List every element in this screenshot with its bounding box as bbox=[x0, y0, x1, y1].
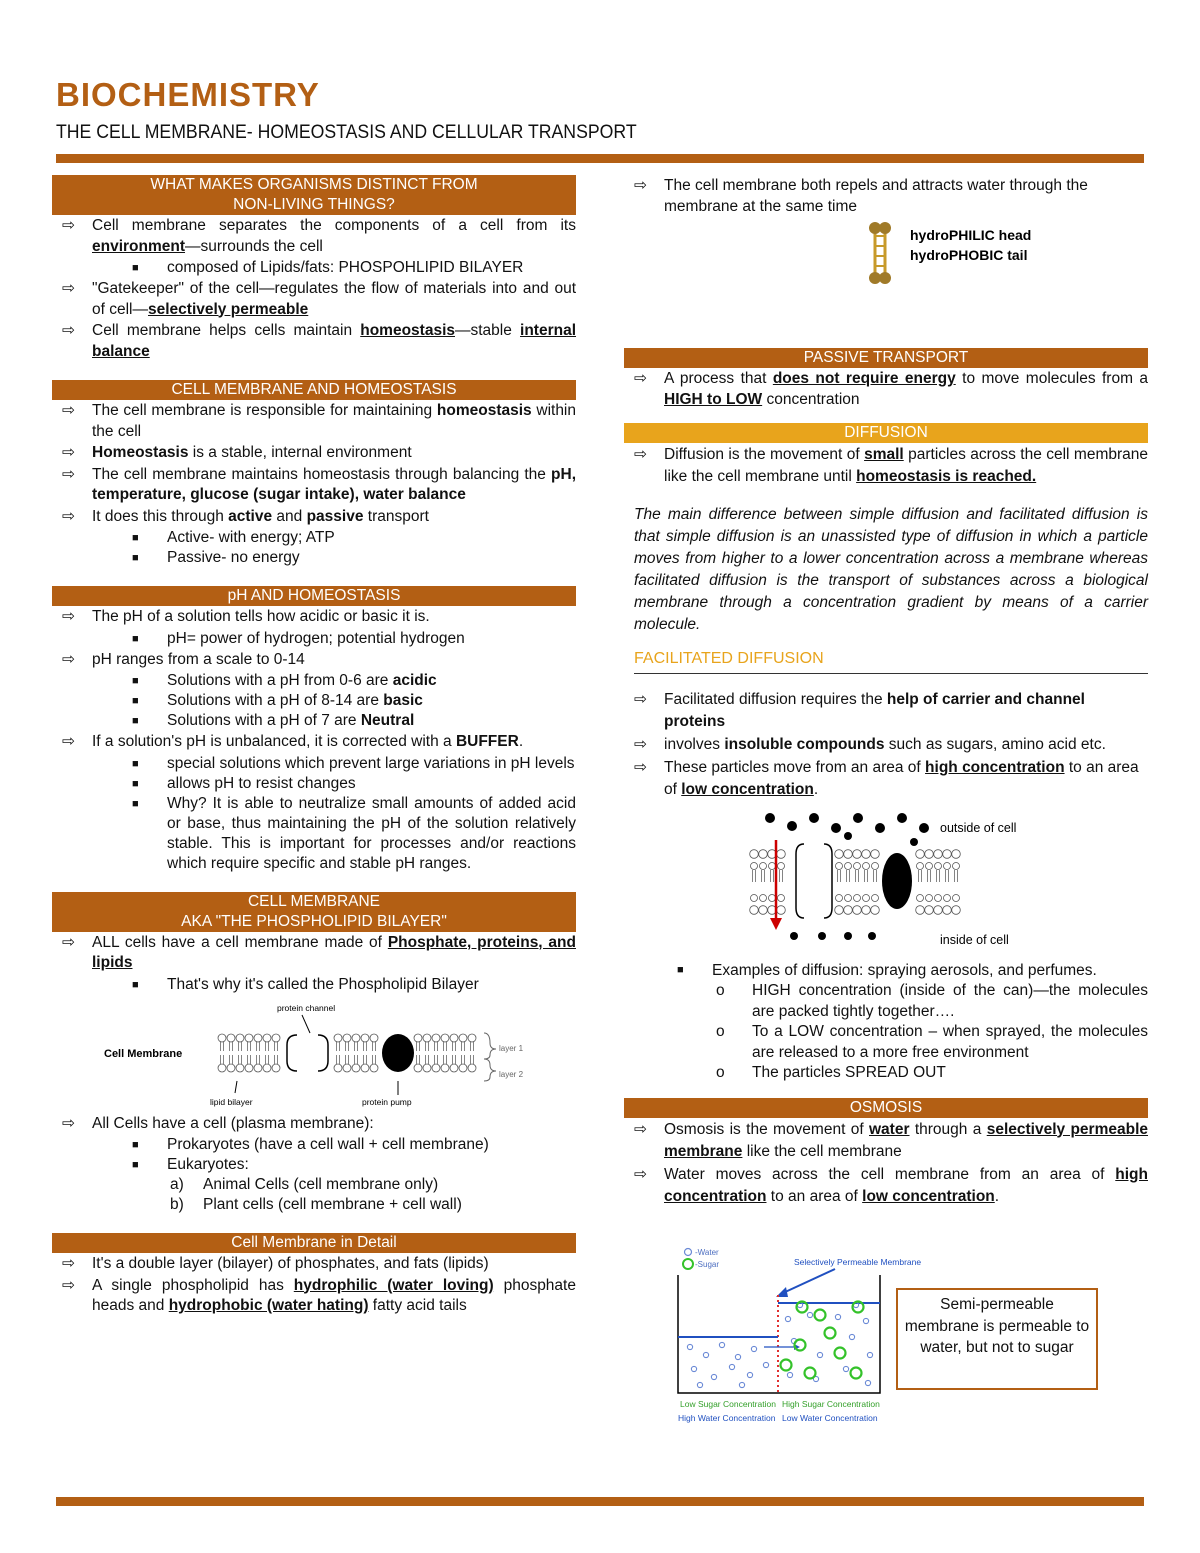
diagram-mark bbox=[343, 1064, 351, 1072]
square-bullet-icon: ■ bbox=[132, 797, 139, 810]
sub-bullet: ■ composed of Lipids/fats: PHOSPOHLIPID BILAYER bbox=[129, 258, 576, 278]
diagram-mark bbox=[441, 1064, 449, 1072]
diagram-mark bbox=[815, 1310, 826, 1321]
phospholipid-diagram bbox=[624, 218, 1148, 286]
left-column bbox=[52, 175, 576, 1318]
section-heading: CELL MEMBRANE AKA "THE PHOSPHOLIPID BILAYER" bbox=[52, 892, 576, 932]
diagram-mark bbox=[263, 1064, 271, 1072]
diagram-mark bbox=[952, 906, 961, 915]
arrow-icon: ⇨ bbox=[634, 736, 647, 753]
osmosis-diagram bbox=[670, 1245, 922, 1430]
sub-bullet: ■ Solutions with a pH from 0-6 are acidic bbox=[129, 671, 576, 691]
diagram-mark bbox=[370, 1034, 378, 1042]
diagram-label: hydroPHILIC head bbox=[910, 227, 1032, 243]
diagram-mark bbox=[935, 895, 942, 902]
diagram-mark bbox=[352, 1064, 360, 1072]
square-bullet-icon: ■ bbox=[132, 632, 139, 645]
square-bullet-icon: ■ bbox=[132, 1139, 139, 1151]
arrow-icon: ⇨ bbox=[62, 1114, 75, 1132]
diagram-label: High Water Concentration bbox=[678, 1413, 776, 1423]
sub-bullet: ■ Solutions with a pH of 7 are Neutral bbox=[129, 711, 576, 731]
diagram-mark bbox=[750, 850, 759, 859]
diagram-mark bbox=[785, 1316, 790, 1321]
sub-bullet: ■ Active- with energy; ATP bbox=[129, 528, 576, 548]
diagram-mark bbox=[926, 863, 933, 870]
diagram-mark bbox=[450, 1034, 458, 1042]
document-title: BIOCHEMISTRY bbox=[56, 76, 320, 113]
diagram-mark bbox=[843, 1366, 848, 1371]
diagram-label: Selectively Permeable Membrane bbox=[794, 1257, 922, 1267]
diagram-label: layer 1 bbox=[499, 1043, 524, 1053]
bullet: ⇨ Water moves across the cell membrane from an area of high concentration to an area of low concentration. bbox=[624, 1164, 1148, 1208]
sub-bullet: ■ Eukaryotes: bbox=[129, 1155, 576, 1175]
diagram-mark bbox=[836, 863, 843, 870]
bullet: ⇨ The cell membrane is responsible for maintaining homeostasis within the cell bbox=[52, 401, 576, 442]
diagram-label: inside of cell bbox=[940, 933, 1009, 947]
diagram-mark bbox=[865, 1380, 870, 1385]
section-heading: DIFFUSION bbox=[624, 423, 1148, 443]
diagram-mark bbox=[719, 1342, 724, 1347]
diagram-mark bbox=[944, 863, 951, 870]
diagram-mark bbox=[953, 863, 960, 870]
diagram-mark bbox=[835, 850, 844, 859]
diagram-label: layer 2 bbox=[499, 1069, 524, 1079]
diagram-label: Low Water Concentration bbox=[782, 1413, 878, 1423]
diagram-mark bbox=[872, 863, 879, 870]
diagram-mark bbox=[450, 1064, 458, 1072]
bullet: ⇨ The pH of a solution tells how acidic or basic it is. bbox=[52, 607, 576, 628]
square-bullet-icon: ■ bbox=[132, 532, 139, 544]
square-bullet-icon: ■ bbox=[132, 978, 139, 991]
bullet: ⇨ A single phospholipid has hydrophilic (water loving) phosphate heads and hydrophobic (water hating) fatty acid tails bbox=[52, 1276, 576, 1317]
bullet: ⇨ Cell membrane separates the components of a cell from its environment—surrounds the cell bbox=[52, 216, 576, 257]
diagram-label: lipid bilayer bbox=[210, 1096, 253, 1107]
diagram-mark bbox=[778, 895, 785, 902]
diagram-mark bbox=[844, 906, 853, 915]
diagram-mark bbox=[272, 1034, 280, 1042]
diagram-mark bbox=[917, 895, 924, 902]
diagram-mark bbox=[334, 1064, 342, 1072]
diagram-mark bbox=[414, 1034, 422, 1042]
diagram-mark bbox=[711, 1374, 716, 1379]
diagram-mark bbox=[361, 1064, 369, 1072]
diagram-mark bbox=[423, 1034, 431, 1042]
diagram-mark bbox=[218, 1064, 226, 1072]
sub-bullet: ■ Solutions with a pH of 8-14 are basic bbox=[129, 691, 576, 711]
bullet: ⇨ pH ranges from a scale to 0-14 bbox=[52, 650, 576, 671]
arrow-icon: ⇨ bbox=[634, 177, 647, 194]
diagram-label: Cell Membrane bbox=[104, 1047, 183, 1060]
diagram-mark bbox=[272, 1064, 280, 1072]
diagram-mark bbox=[432, 1034, 440, 1042]
diagram-mark bbox=[459, 1034, 467, 1042]
arrow-icon: ⇨ bbox=[62, 217, 75, 234]
diagram-mark bbox=[845, 863, 852, 870]
diagram-mark bbox=[352, 1034, 360, 1042]
bullet: ⇨ Diffusion is the movement of small particles across the cell membrane like the cell membrane until homeostasis is reached. bbox=[624, 444, 1148, 488]
sub-bullet: ■ special solutions which prevent large variations in pH levels bbox=[129, 754, 576, 774]
arrow-icon: ⇨ bbox=[62, 650, 75, 668]
o-bullet: o The particles SPREAD OUT bbox=[716, 1064, 946, 1081]
diagram-mark bbox=[817, 1352, 822, 1357]
diagram-mark bbox=[925, 850, 934, 859]
section-diffusion bbox=[624, 423, 1148, 636]
arrow-icon: ⇨ bbox=[62, 1255, 75, 1272]
section-passive-transport bbox=[624, 348, 1148, 410]
sub-bullet: ■ pH= power of hydrogen; potential hydrogen bbox=[129, 629, 576, 649]
section-heading: WHAT MAKES ORGANISMS DISTINCT FROM NON-LIVING THINGS? bbox=[52, 175, 576, 215]
diagram-mark bbox=[795, 1340, 806, 1351]
diagram-mark bbox=[254, 1034, 262, 1042]
square-bullet-icon: ■ bbox=[132, 262, 139, 274]
diagram-label: protein pump bbox=[362, 1096, 412, 1107]
diagram-label: -Sugar bbox=[695, 1260, 720, 1269]
bullet: ⇨ Cell membrane helps cells maintain homeostasis—stable internal balance bbox=[52, 321, 576, 362]
section-heading: pH AND HOMEOSTASIS bbox=[52, 586, 576, 606]
bottom-rule bbox=[56, 1497, 1144, 1506]
bullet: ⇨ It does this through active and passive transport bbox=[52, 507, 576, 528]
diagram-mark bbox=[691, 1366, 696, 1371]
diagram-mark bbox=[871, 850, 880, 859]
square-bullet-icon: ■ bbox=[132, 777, 139, 790]
diagram-mark bbox=[751, 895, 758, 902]
alpha-item: a) Animal Cells (cell membrane only) bbox=[170, 1176, 439, 1193]
arrow-icon: ⇨ bbox=[62, 1276, 75, 1294]
bullet: ⇨ The cell membrane both repels and attracts water through the membrane at the same time bbox=[624, 176, 1148, 217]
arrow-icon: ⇨ bbox=[62, 402, 75, 419]
square-bullet-icon: ■ bbox=[132, 675, 139, 687]
section-heading: PASSIVE TRANSPORT bbox=[624, 348, 1148, 368]
diagram-mark bbox=[769, 895, 776, 902]
right-column bbox=[624, 175, 1148, 1209]
o-bullet: o To a LOW concentration – when sprayed, the molecules are released to a more free environment bbox=[716, 1023, 1148, 1061]
sub-bullet: ■ Why? It is able to neutralize small amounts of added acid or base, thus maintaining the pH of the solution relatively stable. This is important for processes and/or reactions which require specific and stable pH ranges. bbox=[129, 794, 576, 874]
diagram-mark bbox=[777, 906, 786, 915]
diagram-mark bbox=[459, 1064, 467, 1072]
arrow-icon: ⇨ bbox=[634, 691, 647, 708]
osmosis-callout: Semi-permeable membrane is permeable to water, but not to sugar bbox=[896, 1288, 1098, 1390]
diagram-mark bbox=[835, 1314, 840, 1319]
diagram-mark bbox=[944, 895, 951, 902]
diagram-mark bbox=[747, 1372, 752, 1377]
top-rule bbox=[56, 154, 1144, 163]
diagram-mark bbox=[836, 895, 843, 902]
cell-membrane-diagram bbox=[52, 995, 576, 1113]
diagram-mark bbox=[943, 850, 952, 859]
section-organisms bbox=[52, 175, 576, 362]
diagram-mark bbox=[245, 1064, 253, 1072]
diagram-mark bbox=[245, 1034, 253, 1042]
diagram-mark bbox=[844, 850, 853, 859]
diagram-mark bbox=[236, 1064, 244, 1072]
square-bullet-icon: ■ bbox=[677, 964, 684, 976]
diagram-mark bbox=[751, 1346, 756, 1351]
diagram-mark bbox=[781, 1360, 792, 1371]
bullet: ⇨ All Cells have a cell (plasma membrane): bbox=[52, 1114, 576, 1135]
arrow-icon: ⇨ bbox=[62, 507, 75, 525]
diagram-mark bbox=[867, 1352, 872, 1357]
arrow-icon: ⇨ bbox=[62, 322, 75, 339]
diagram-mark bbox=[423, 1064, 431, 1072]
bullet: ⇨ "Gatekeeper" of the cell—regulates the flow of materials into and out of cell—selectively permeable bbox=[52, 279, 576, 320]
diagram-mark bbox=[361, 1034, 369, 1042]
arrow-icon: ⇨ bbox=[62, 733, 75, 750]
diagram-mark bbox=[926, 895, 933, 902]
diagram-mark bbox=[943, 906, 952, 915]
arrow-icon: ⇨ bbox=[62, 608, 75, 625]
diagram-mark bbox=[263, 1034, 271, 1042]
diagram-mark bbox=[849, 1334, 854, 1339]
diagram-mark bbox=[769, 863, 776, 870]
diagram-mark bbox=[871, 906, 880, 915]
bullet: ⇨ involves insoluble compounds such as sugars, amino acid etc. bbox=[624, 734, 1148, 756]
diagram-mark bbox=[851, 1368, 862, 1379]
diffusion-paragraph: The main difference between simple diffusion and facilitated diffusion is that simple diffusion is an unassisted type of diffusion in which a particle moves from higher to a lower concentration across a membrane whereas facilitated diffusion is the transport of substances across a biological membrane through a concentration gradient by means of a carrier molecule. bbox=[634, 506, 1148, 633]
diagram-mark bbox=[787, 1372, 792, 1377]
diagram-mark bbox=[759, 906, 768, 915]
diagram-mark bbox=[739, 1382, 744, 1387]
sub-bullet: ■ Prokaryotes (have a cell wall + cell membrane) bbox=[129, 1135, 576, 1155]
arrow-icon: ⇨ bbox=[634, 446, 647, 463]
diagram-mark bbox=[872, 895, 879, 902]
section-heading: Cell Membrane in Detail bbox=[52, 1233, 576, 1253]
diagram-mark bbox=[432, 1064, 440, 1072]
diagram-mark bbox=[751, 863, 758, 870]
bullet: ⇨ Facilitated diffusion requires the help of carrier and channel proteins bbox=[624, 689, 1148, 733]
diagram-mark bbox=[835, 1348, 846, 1359]
document-subtitle: THE CELL MEMBRANE- HOMEOSTASIS AND CELLULAR TRANSPORT bbox=[56, 122, 637, 143]
diagram-mark bbox=[750, 906, 759, 915]
bullet: ⇨ Osmosis is the movement of water through a selectively permeable membrane like the cell membrane bbox=[624, 1119, 1148, 1163]
diagram-mark bbox=[760, 895, 767, 902]
facilitated-diffusion-diagram bbox=[624, 802, 1148, 952]
diagram-mark bbox=[825, 1328, 836, 1339]
diagram-label: Low Sugar Concentration bbox=[680, 1399, 776, 1409]
diagram-mark bbox=[343, 1034, 351, 1042]
square-bullet-icon: ■ bbox=[132, 1159, 139, 1171]
diagram-mark bbox=[863, 895, 870, 902]
section-membrane-detail bbox=[52, 1233, 576, 1317]
diagram-mark bbox=[227, 1034, 235, 1042]
sub-bullet: ■ Passive- no energy bbox=[129, 548, 576, 568]
arrow-icon: ⇨ bbox=[62, 465, 75, 483]
sub-bullet: ■ That's why it's called the Phospholipid Bilayer bbox=[129, 975, 576, 995]
diagram-mark bbox=[227, 1064, 235, 1072]
diagram-mark bbox=[687, 1344, 692, 1349]
bullet: ⇨ ALL cells have a cell membrane made of Phosphate, proteins, and lipids bbox=[52, 933, 576, 974]
alpha-item: b) Plant cells (cell membrane + cell wall) bbox=[170, 1196, 462, 1213]
diagram-label: protein channel bbox=[277, 1002, 336, 1013]
section-cell-membrane-homeostasis bbox=[52, 380, 576, 568]
square-bullet-icon: ■ bbox=[132, 757, 139, 770]
square-bullet-icon: ■ bbox=[132, 695, 139, 707]
section-heading: CELL MEMBRANE AND HOMEOSTASIS bbox=[52, 380, 576, 400]
diagram-mark bbox=[334, 1034, 342, 1042]
diagram-mark bbox=[845, 895, 852, 902]
bullet: ⇨ If a solution's pH is unbalanced, it is corrected with a BUFFER. bbox=[52, 732, 576, 753]
square-bullet-icon: ■ bbox=[132, 715, 139, 727]
diagram-mark bbox=[778, 863, 785, 870]
bullet: ⇨ It's a double layer (bilayer) of phosphates, and fats (lipids) bbox=[52, 1254, 576, 1275]
diagram-mark bbox=[703, 1352, 708, 1357]
section-facilitated-diffusion bbox=[624, 650, 1148, 1084]
diagram-mark bbox=[935, 863, 942, 870]
diagram-mark bbox=[807, 1312, 812, 1317]
diagram-label: High Sugar Concentration bbox=[782, 1399, 880, 1409]
diagram-mark bbox=[934, 906, 943, 915]
sub-bullet: ■ allows pH to resist changes bbox=[129, 774, 576, 794]
diagram-mark bbox=[441, 1034, 449, 1042]
diagram-mark bbox=[916, 906, 925, 915]
diagram-mark bbox=[854, 863, 861, 870]
bullet: ⇨ The cell membrane maintains homeostasis through balancing the pH, temperature, glucose (sugar intake), water balance bbox=[52, 465, 576, 506]
diagram-mark bbox=[414, 1064, 422, 1072]
arrow-icon: ⇨ bbox=[634, 1120, 647, 1138]
diagram-mark bbox=[934, 850, 943, 859]
section-ph-homeostasis bbox=[52, 586, 576, 874]
diagram-mark bbox=[863, 1318, 868, 1323]
diagram-mark bbox=[729, 1364, 734, 1369]
section-osmosis bbox=[624, 1098, 1148, 1208]
diagram-mark bbox=[777, 850, 786, 859]
diagram-label: outside of cell bbox=[940, 821, 1017, 835]
bullet: ⇨ Homeostasis is a stable, internal environment bbox=[52, 443, 576, 464]
bullet: ⇨ These particles move from an area of high concentration to an area of low concentration. bbox=[624, 757, 1148, 801]
diagram-mark bbox=[863, 863, 870, 870]
diagram-mark bbox=[917, 863, 924, 870]
arrow-icon: ⇨ bbox=[62, 933, 75, 951]
diagram-mark bbox=[697, 1382, 702, 1387]
diagram-mark bbox=[468, 1064, 476, 1072]
arrow-icon: ⇨ bbox=[62, 444, 75, 461]
arrow-icon: ⇨ bbox=[634, 1165, 647, 1183]
diagram-mark bbox=[835, 906, 844, 915]
diagram-mark bbox=[735, 1354, 740, 1359]
diagram-mark bbox=[916, 850, 925, 859]
o-bullet: o HIGH concentration (inside of the can)—the molecules are packed tightly together…. bbox=[716, 982, 1148, 1020]
arrow-icon: ⇨ bbox=[62, 280, 75, 297]
section-heading: FACILITATED DIFFUSION bbox=[634, 650, 1148, 674]
diagram-mark bbox=[218, 1034, 226, 1042]
diagram-mark bbox=[468, 1034, 476, 1042]
arrow-icon: ⇨ bbox=[634, 370, 647, 387]
diagram-mark bbox=[854, 895, 861, 902]
diagram-mark bbox=[925, 906, 934, 915]
diagram-mark bbox=[370, 1064, 378, 1072]
diagram-label: -Water bbox=[695, 1248, 719, 1257]
bullet: ⇨ A process that does not require energy to move molecules from a HIGH to LOW concentration bbox=[624, 369, 1148, 410]
diagram-mark bbox=[952, 850, 961, 859]
diagram-mark bbox=[254, 1064, 262, 1072]
diagram-mark bbox=[953, 895, 960, 902]
section-phospholipid-bilayer bbox=[52, 892, 576, 1216]
diagram-mark bbox=[236, 1034, 244, 1042]
section-heading: OSMOSIS bbox=[624, 1098, 1148, 1118]
diagram-mark bbox=[760, 863, 767, 870]
arrow-icon: ⇨ bbox=[634, 759, 647, 776]
diagram-mark bbox=[853, 850, 862, 859]
diagram-mark bbox=[862, 906, 871, 915]
square-bullet-icon: ■ bbox=[132, 552, 139, 564]
sub-bullet: ■ Examples of diffusion: spraying aerosols, and perfumes. bbox=[674, 960, 1148, 981]
diagram-mark bbox=[763, 1362, 768, 1367]
diagram-mark bbox=[805, 1368, 816, 1379]
diagram-mark bbox=[862, 850, 871, 859]
diagram-label: hydroPHOBIC tail bbox=[910, 247, 1028, 263]
diagram-mark bbox=[853, 906, 862, 915]
diagram-mark bbox=[759, 850, 768, 859]
